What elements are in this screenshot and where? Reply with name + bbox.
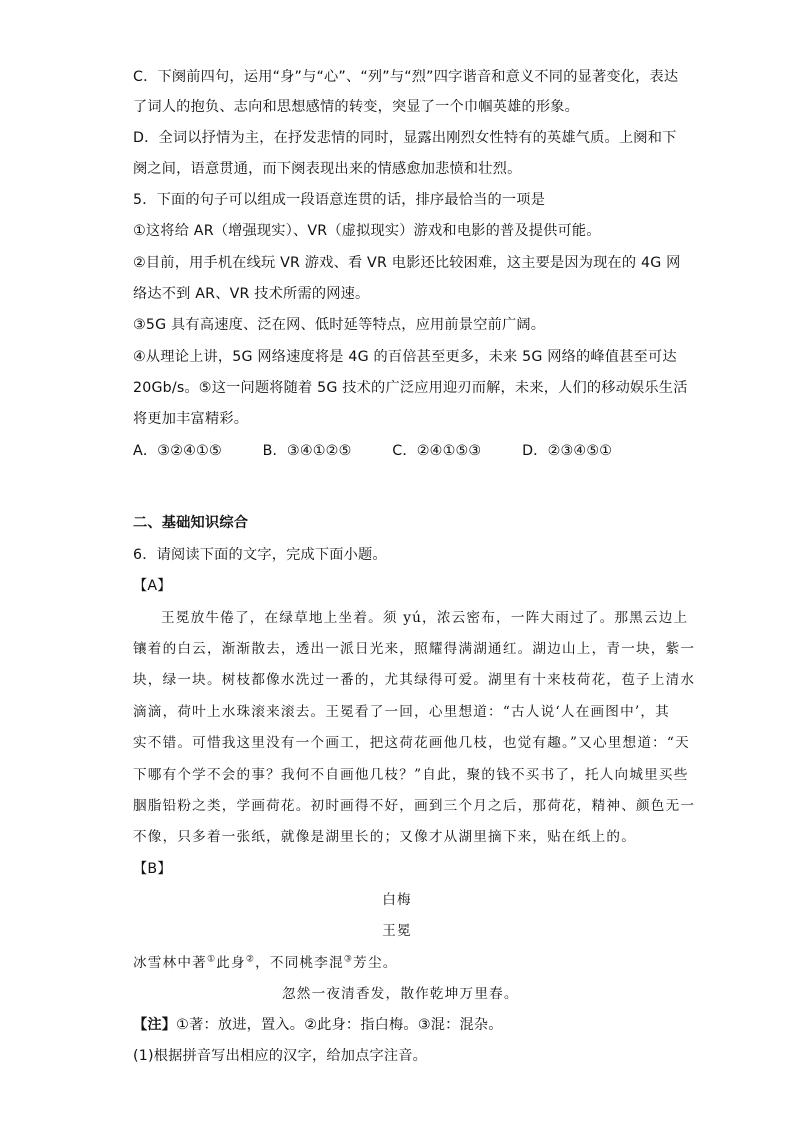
passage-a-line: 下哪有个学不会的事？我何不自画他几枝？”自此，聚的钱不买书了，托人向城里买些	[133, 767, 689, 783]
q5-option-c: C．②④①⑤③	[392, 443, 482, 459]
q5-sentence-4-line3: 将更加丰富精彩。	[133, 411, 249, 427]
poem-title: 白梅	[382, 892, 412, 908]
q4-option-d-line2: 阕之间，语意贯通，而下阕表现出来的情感愈加悲愤和壮烈。	[133, 161, 522, 177]
poem-line-2: 忽然一夜清香发，散作乾坤万里春。	[282, 986, 519, 1002]
sub-question-1: (1)根据拼音写出相应的汉字，给加点字注音。	[133, 1048, 428, 1064]
notes	[133, 1015, 503, 1035]
q5-sentence-3: ③5G 具有高速度、泛在网、低时延等特点，应用前景空前广阔。	[133, 317, 546, 333]
passage-a-line: 镶着的白云，渐渐散去，透出一派日光来，照耀得满湖通红。湖边山上，青一块，紫一	[133, 641, 696, 657]
q5-sentence-4-line1: ④从理论上讲，5G 网络速度将是 4G 的百倍甚至更多，未来 5G 网络的峰值甚至可达	[133, 349, 677, 365]
footnote-ref-3: ③	[343, 954, 354, 965]
q5-sentence-4-line2: 20Gb/s。⑤这一问题将随着 5G 技术的广泛应用迎刃而解，未来，人们的移动娱乐生活	[133, 380, 688, 396]
q4-option-c-line1: C．下阕前四句，运用“身”与“心”、“列”与“烈”四字谐音和意义不同的显著变化，表达	[133, 69, 679, 85]
q4-option-d-line1: D．全词以抒情为主，在抒发悲情的同时，显露出刚烈女性特有的英雄气质。上阕和下	[133, 130, 677, 146]
passage-b-label: 【B】	[133, 861, 172, 877]
q5-sentence-1: ①这将给 AR（增强现实）、VR（虚拟现实）游戏和电影的普及提供可能。	[133, 223, 601, 239]
passage-a-line: 滴滴，荷叶上水珠滚来滚去。王冕看了一回，心里想道：“古人说‘人在画图中’，其	[133, 704, 670, 720]
footnote-ref-1: ①	[206, 954, 217, 965]
q5-sentence-2-line1: ②目前，用手机在线玩 VR 游戏、看 VR 电影还比较困难，这主要是因为现在的 4G 网	[133, 255, 681, 271]
passage-a-line: 王冕放牛倦了，在绿草地上坐着。须 yú，浓云密布，一阵大雨过了。那黑云边上	[161, 610, 689, 626]
poem-line-1: 冰雪林中著①此身②，不同桃李混③芳尘。	[133, 954, 398, 971]
q5-option-a: A．③②④①⑤	[133, 443, 222, 459]
section-heading: 二、基础知识综合	[133, 515, 249, 531]
passage-a-line: 胭脂铅粉之类，学画荷花。初时画得不好，画到三个月之后，那荷花，精神、颜色无一	[133, 798, 696, 814]
passage-a-line: 实不错。可惜我这里没有一个画工，把这荷花画他几枝，也觉有趣。”又心里想道：“天	[133, 735, 690, 751]
q5-options	[133, 441, 612, 461]
passage-a-label: 【A】	[133, 578, 172, 594]
q5-stem: 5．下面的句子可以组成一段语意连贯的话，排序最恰当的一项是	[133, 192, 546, 208]
q5-option-d: D．②③④⑤①	[522, 443, 613, 459]
passage-a-line: 块，绿一块。树枝都像水洗过一番的，尤其绿得可爱。湖里有十来枝荷花，苞子上清水	[133, 672, 696, 688]
q5-sentence-2-line2: 络达不到 AR、VR 技术所需的网速。	[133, 286, 370, 302]
footnote-ref-2: ②	[245, 954, 256, 965]
q4-option-c-line2: 了词人的抱负、志向和思想感情的转变，突显了一个巾帼英雄的形象。	[133, 99, 580, 115]
q6-stem: 6．请阅读下面的文字，完成下面小题。	[133, 547, 387, 563]
note-text: ①著：放进，置入。②此身：指白梅。③混：混杂。	[176, 1017, 503, 1033]
q5-option-b: B．③④①②⑤	[262, 443, 352, 459]
passage-a-line: 不像，只多着一张纸，就像是湖里长的；又像才从湖里摘下来，贴在纸上的。	[133, 829, 636, 845]
poem-author: 王冕	[382, 923, 412, 939]
note-label: 【注】	[133, 1017, 177, 1033]
